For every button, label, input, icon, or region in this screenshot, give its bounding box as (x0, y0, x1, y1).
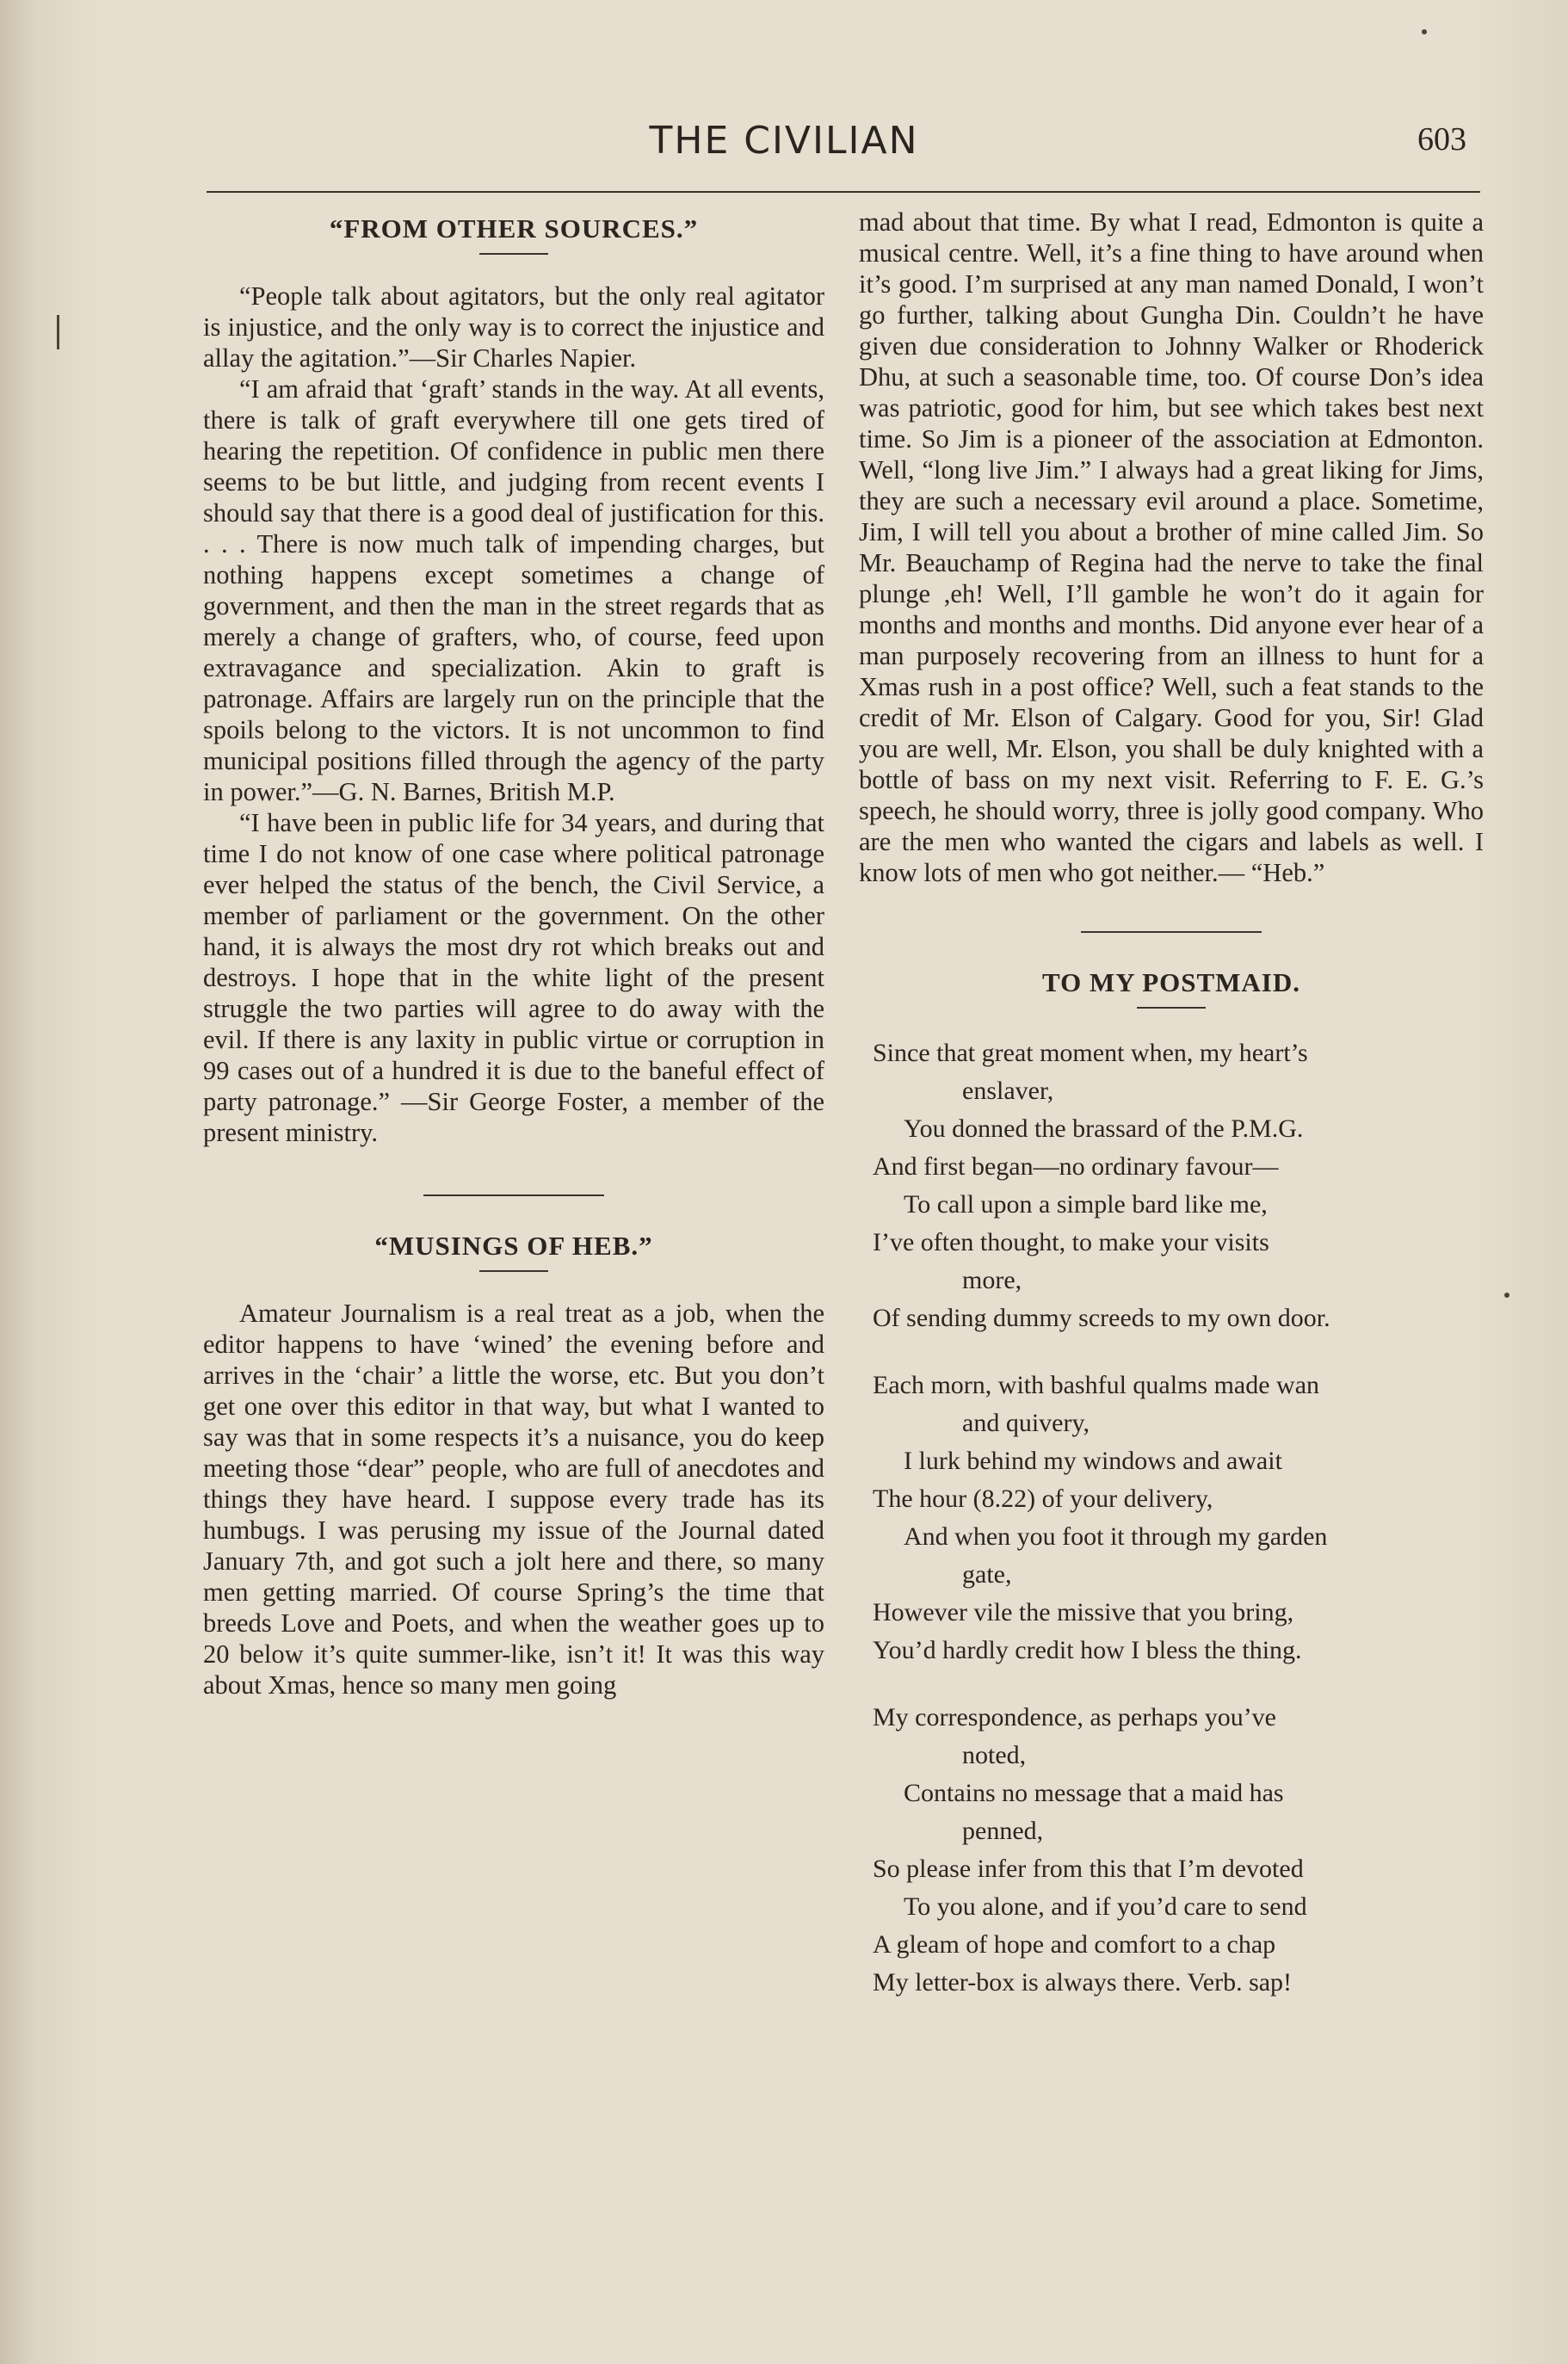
poem-line: penned, (962, 1817, 1044, 1845)
title-rule (1137, 1007, 1206, 1009)
article-paragraph: “I am afraid that ‘graft’ stands in the way. At all events, there is talk of graft everywhere till one gets tired of hearing the repetition. Of confidence in public men there seems to be but little, and judging from recent events I should say that there is a good deal of justification for this. . . . There is now much talk of impending charges, but nothing happens except sometimes a change of government, and then the man in the street regards that as merely a change of grafters, who, of course, feed upon extravagance and specialization. Akin to graft is patronage. Affairs are largely run on the principle that the spoils belong to the victors. It is not uncommon to find municipal positions filled through the agency of the party in power.”—G. N. Barnes, British M.P. (203, 374, 824, 806)
right-column (859, 207, 1484, 2031)
title-rule (479, 1270, 548, 1272)
poem-line: To you alone, and if you’d care to send (904, 1892, 1307, 1921)
poem-line: Of sending dummy screeds to my own door. (873, 1304, 1330, 1332)
poem-line: You donned the brassard of the P.M.G. (904, 1114, 1304, 1143)
page-number: 603 (1417, 121, 1466, 157)
article-paragraph-continued: mad about that time. By what I read, Edmonton is quite a musical centre. Well, it’s a fine thing to have around when it’s good. I’m surprised at any man named Donald, I won’t go further, talking about Gungha Din. Couldn’t he have given due consideration to Johnny Walker or Rhoderick Dhu, at such a seasonable time, too. Of course Don’s idea was patriotic, good for him, but see which takes best next time. So Jim is a pioneer of the association at Edmonton. Well, “long live Jim.” I always had a great liking for Jims, they are such a necessary evil around a place. Sometime, Jim, I will tell you about a brother of mine called Jim. So Mr. Beauchamp of Regina had the nerve to take the final plunge ,eh! Well, I’ll gamble he won’t do it again for months and months and months. Did anyone ever hear of a man purposely recovering from an illness to hunt for a Xmas rush in a post office? Well, such a feat stands to the credit of Mr. Elson of Calgary. Good for you, Sir! Glad you are well, Mr. Elson, you shall be duly knighted with a bottle of bass on my next visit. Referring to F. E. G.’s speech, he should worry, three is jolly good company. Who are the men who wanted the cigars and labels as well. I know lots of men who got neither.— “Heb.” (859, 207, 1484, 887)
poem-line: The hour (8.22) of your delivery, (873, 1484, 1213, 1513)
article-title-musings-of-heb: “MUSINGS OF HEB.” (374, 1231, 653, 1261)
poem-stanza (859, 1699, 1484, 2002)
article-paragraph: Amateur Journalism is a real treat as a job, when the editor happens to have ‘wined’ the evening before and arrives in the ‘chair’ a little the worse, etc. But you don’t get one over this editor in that way, but what I wanted to say was that in some respects it’s a nuisance, you do keep meeting those “dear” people, who are full of anecdotes and things they have heard. I suppose every trade has its humbugs. I was perusing my issue of the Journal dated January 7th, and got such a jolt here and there, so many men getting married. Of course Spring’s the time that breeds Love and Poets, and when the weather goes up to 20 below it’s quite summer-like, isn’t it! It was this way about Xmas, hence so many men going (203, 1299, 824, 1700)
poem-line: I’ve often thought, to make your visits (873, 1228, 1269, 1256)
left-column (203, 208, 824, 1700)
poem-stanza (859, 1034, 1484, 1337)
article-title-from-other-sources: “FROM OTHER SOURCES.” (329, 213, 699, 244)
poem-line: You’d hardly credit how I bless the thing. (873, 1636, 1302, 1664)
poem-line: My letter-box is always there. Verb. sap! (873, 1968, 1293, 1997)
poem-line: And when you foot it through my garden (904, 1522, 1328, 1551)
poem-line: Each morn, with bashful qualms made wan (873, 1371, 1320, 1399)
poem-stanza (859, 1367, 1484, 1670)
article-paragraph: “I have been in public life for 34 years, and during that time I do not know of one case where political patronage ever helped the status of the bench, the Civil Service, a member of parliament or the government. On the other hand, it is always the most dry rot which breaks out and destroys. I hope that in the white light of the present struggle the two parties will agree to do away with the evil. If there is any laxity in public virtue or corruption in 99 cases out of a hundred it is due to the baneful effect of party patronage.” —Sir George Foster, a member of the present ministry. (203, 808, 824, 1147)
poem-line: more, (962, 1266, 1022, 1294)
page-title: THE CIVILIAN (649, 119, 919, 163)
title-rule (479, 253, 548, 255)
section-divider (423, 1194, 604, 1196)
poem-line: and quivery, (962, 1409, 1090, 1437)
poem-line: So please infer from this that I’m devoted (873, 1855, 1304, 1883)
poem-line: My correspondence, as perhaps you’ve (873, 1703, 1276, 1731)
poem-line: gate, (962, 1560, 1012, 1589)
margin-mark (57, 315, 59, 349)
section-divider (1081, 931, 1262, 933)
header-rule (207, 191, 1480, 193)
speck-mark (1504, 1293, 1509, 1298)
poem-line: To call upon a simple bard like me, (904, 1190, 1268, 1219)
poem-line: And first began—no ordinary favour— (873, 1152, 1279, 1181)
poem-line: I lurk behind my windows and await (904, 1447, 1282, 1475)
poem-line: enslaver, (962, 1077, 1054, 1105)
poem-line: Since that great moment when, my heart’s (873, 1039, 1308, 1067)
poem-line: However vile the missive that you bring, (873, 1598, 1294, 1626)
poem-title: TO MY POSTMAID. (1041, 967, 1301, 997)
article-paragraph: “People talk about agitators, but the only real agitator is injustice, and the only way is to correct the injustice and allay the agitation.”—Sir Charles Napier. (203, 281, 824, 373)
poem-line: noted, (962, 1741, 1027, 1769)
speck-mark (1422, 29, 1427, 34)
poem-line: Contains no message that a maid has (904, 1779, 1284, 1807)
poem (859, 1034, 1484, 2002)
poem-line: A gleam of hope and comfort to a chap (873, 1930, 1276, 1959)
